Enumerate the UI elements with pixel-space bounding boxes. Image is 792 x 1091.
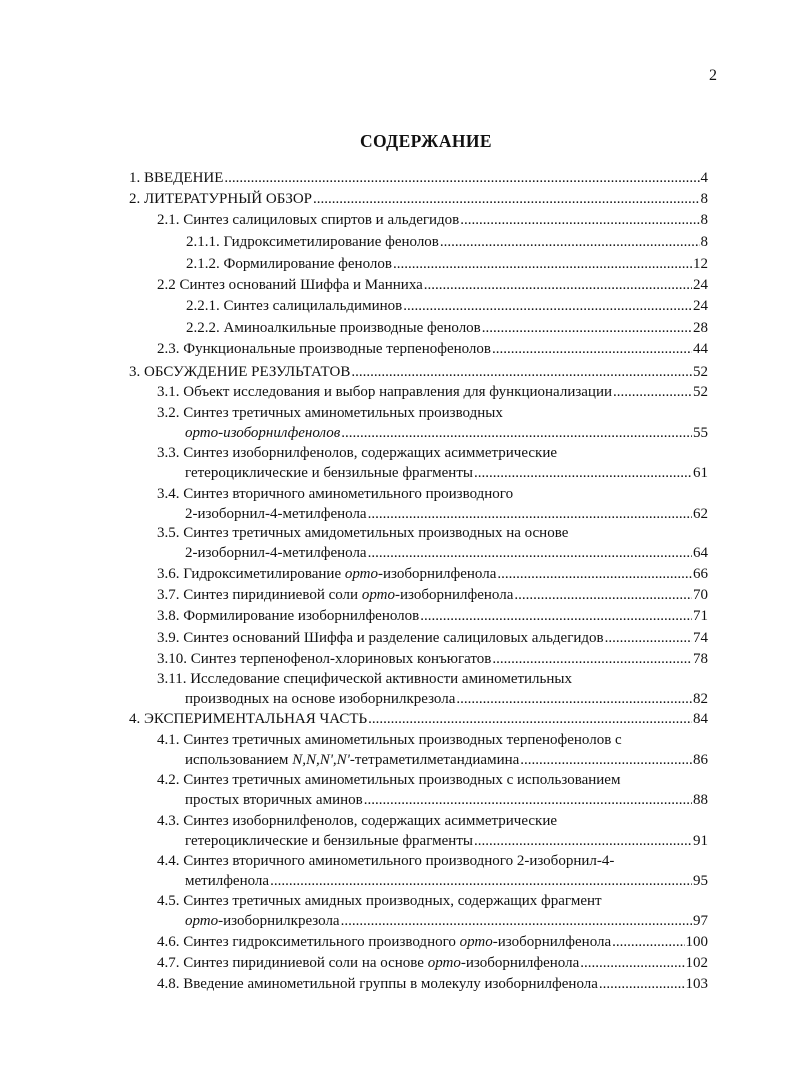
toc-entry-text: 4.6. Синтез гидроксиметильного производного орто-изоборнилфенола xyxy=(157,934,612,950)
toc-page-number: 71 xyxy=(693,608,708,624)
toc-page-number: 95 xyxy=(693,873,708,889)
leader-dots xyxy=(368,709,692,729)
leader-dots xyxy=(440,232,700,252)
page-number: 2 xyxy=(709,67,717,84)
toc-entry-text: гетероциклические и бензильные фрагменты xyxy=(185,833,473,849)
toc-page-number: 52 xyxy=(693,364,708,380)
toc-page-number: 86 xyxy=(693,752,708,768)
leader-dots xyxy=(612,932,684,952)
toc-entry-text: 3.8. Формилирование изоборнилфенолов xyxy=(157,608,420,624)
leader-dots xyxy=(420,606,692,626)
toc-entry-text: 4.3. Синтез изоборнилфенолов, содержащих асимметрические xyxy=(157,813,558,829)
toc-entry-4-1[interactable] xyxy=(157,730,708,770)
toc-entry-4-2[interactable] xyxy=(157,770,708,810)
toc-page-number: 4 xyxy=(700,170,708,186)
leader-dots xyxy=(341,423,692,443)
toc-entry-text: 3.7. Синтез пиридиниевой соли орто-изоборнилфенола xyxy=(157,587,514,603)
toc-entry-3-1[interactable] xyxy=(157,382,708,402)
toc-entry-4-8[interactable] xyxy=(157,974,708,994)
leader-dots xyxy=(368,504,692,524)
leader-dots xyxy=(456,689,692,709)
toc-entry-text: 3.11. Исследование специфической активности аминометильных xyxy=(157,671,572,687)
toc-entry-3-9[interactable] xyxy=(157,628,708,648)
leader-dots xyxy=(393,254,692,274)
toc-entry-text: 4.4. Синтез вторичного аминометильного производного 2-изоборнил-4- xyxy=(157,853,615,869)
toc-entry-4-6[interactable] xyxy=(157,932,708,952)
toc-entry-4-3[interactable] xyxy=(157,811,708,851)
toc-page-number: 55 xyxy=(693,425,708,441)
toc-entry-4-4[interactable] xyxy=(157,851,708,891)
toc-entry-text: 3.6. Гидроксиметилирование орто-изоборнилфенола xyxy=(157,566,497,582)
toc-entry-3-8[interactable] xyxy=(157,606,708,626)
toc-entry-3-2[interactable] xyxy=(157,403,708,443)
leader-dots xyxy=(403,296,692,316)
toc-page-number: 100 xyxy=(685,934,708,950)
toc-entry-3-7[interactable] xyxy=(157,585,708,605)
toc-page-number: 12 xyxy=(693,256,708,272)
toc-entry-2-1[interactable] xyxy=(157,210,708,230)
toc-entry-text: метилфенола xyxy=(185,873,270,889)
toc-page-number: 24 xyxy=(693,298,708,314)
leader-dots xyxy=(424,275,692,295)
leader-dots xyxy=(341,911,692,931)
leader-dots xyxy=(492,649,692,669)
toc-entry-experimental[interactable] xyxy=(129,709,708,729)
toc-entry-3-6[interactable] xyxy=(157,564,708,584)
toc-entry-text: 3.9. Синтез оснований Шиффа и разделение салициловых альдегидов xyxy=(157,630,604,646)
toc-entry-text: 4.8. Введение аминометильной группы в молекулу изоборнилфенола xyxy=(157,976,598,992)
toc-page-number: 74 xyxy=(693,630,708,646)
toc-page-number: 78 xyxy=(693,651,708,667)
toc-entry-text: 2-изоборнил-4-метилфенола xyxy=(185,506,367,522)
toc-entry-text: 3.4. Синтез вторичного аминометильного производного xyxy=(157,486,514,502)
toc-entry-3-3[interactable] xyxy=(157,443,708,483)
toc-entry-literature-review[interactable] xyxy=(129,189,708,209)
toc-entry-text: 2.1. Синтез салициловых спиртов и альдегидов xyxy=(157,212,460,228)
toc-entry-text: 2.1.1. Гидроксиметилирование фенолов xyxy=(186,234,439,250)
leader-dots xyxy=(474,463,692,483)
toc-page-number: 91 xyxy=(693,833,708,849)
toc-entry-2-1-2[interactable] xyxy=(186,254,708,274)
toc-page-number: 82 xyxy=(693,691,708,707)
toc-page-number: 8 xyxy=(700,212,708,228)
toc-page-number: 66 xyxy=(693,566,708,582)
toc-entry-3-4[interactable] xyxy=(157,484,708,524)
toc-entry-3-5[interactable] xyxy=(157,523,708,563)
leader-dots xyxy=(613,382,692,402)
toc-entry-text: 2-изоборнил-4-метилфенола xyxy=(185,545,367,561)
toc-page-number: 8 xyxy=(700,191,708,207)
toc-entry-text: 3.1. Объект исследования и выбор направления для функционализации xyxy=(157,384,613,400)
toc-entry-text: 3.10. Синтез терпенофенол-хлориновых конъюгатов xyxy=(157,651,492,667)
toc-entry-2-2-2[interactable] xyxy=(186,318,708,338)
toc-entry-text: использованием N,N,N',N'-тетраметилметандиамина xyxy=(185,752,520,768)
toc-entry-introduction[interactable] xyxy=(129,168,708,188)
toc-entry-text: 2.2 Синтез оснований Шиффа и Манниха xyxy=(157,277,423,293)
toc-entry-text: орто-изоборнилфенолов xyxy=(185,425,341,441)
toc-entry-3-10[interactable] xyxy=(157,649,708,669)
toc-page-number: 97 xyxy=(693,913,708,929)
toc-entry-text: 2.2.1. Синтез салицилальдиминов xyxy=(186,298,403,314)
leader-dots xyxy=(514,585,692,605)
toc-page-number: 102 xyxy=(685,955,708,971)
toc-entry-text: простых вторичных аминов xyxy=(185,792,363,808)
toc-page-number: 64 xyxy=(693,545,708,561)
toc-page-number: 103 xyxy=(685,976,708,992)
toc-page-number: 28 xyxy=(693,320,708,336)
toc-page-number: 44 xyxy=(693,341,708,357)
toc-entry-text: 4. ЭКСПЕРИМЕНТАЛЬНАЯ ЧАСТЬ xyxy=(129,711,368,727)
leader-dots xyxy=(313,189,699,209)
toc-entry-text: 2.2.2. Аминоалкильные производные фенолов xyxy=(186,320,481,336)
toc-entry-text: гетероциклические и бензильные фрагменты xyxy=(185,465,473,481)
toc-entry-text: 3. ОБСУЖДЕНИЕ РЕЗУЛЬТАТОВ xyxy=(129,364,351,380)
toc-entry-4-5[interactable] xyxy=(157,891,708,931)
toc-page-number: 88 xyxy=(693,792,708,808)
toc-entry-text: орто-изоборнилкрезола xyxy=(185,913,340,929)
toc-entry-text: производных на основе изоборнилкрезола xyxy=(185,691,456,707)
toc-entry-text: 3.2. Синтез третичных аминометильных производных xyxy=(157,405,503,421)
toc-entry-4-7[interactable] xyxy=(157,953,708,973)
page-title: СОДЕРЖАНИЕ xyxy=(359,131,492,151)
leader-dots xyxy=(368,543,692,563)
leader-dots xyxy=(520,750,692,770)
leader-dots xyxy=(482,318,692,338)
toc-page-number: 52 xyxy=(693,384,708,400)
toc-entry-text: 2.1.2. Формилирование фенолов xyxy=(186,256,392,272)
leader-dots xyxy=(364,790,692,810)
toc-entry-2-1-1[interactable] xyxy=(186,232,708,252)
toc-page-number: 8 xyxy=(700,234,708,250)
leader-dots xyxy=(492,339,692,359)
toc-entry-2-3[interactable] xyxy=(157,339,708,359)
toc-entry-text: 4.5. Синтез третичных амидных производных, содержащих фрагмент xyxy=(157,893,602,909)
leader-dots xyxy=(351,362,692,382)
toc-entry-text: 4.7. Синтез пиридиниевой соли на основе орто-изоборнилфенола xyxy=(157,955,580,971)
toc-page-number: 24 xyxy=(693,277,708,293)
leader-dots xyxy=(224,168,699,188)
leader-dots xyxy=(605,628,692,648)
toc-page-number: 61 xyxy=(693,465,708,481)
toc-entry-2-2-1[interactable] xyxy=(186,296,708,316)
toc-page-number: 62 xyxy=(693,506,708,522)
toc-entry-discussion[interactable] xyxy=(129,362,708,382)
toc-entry-text: 3.5. Синтез третичных амидометильных производных на основе xyxy=(157,525,569,541)
toc-entry-text: 1. ВВЕДЕНИЕ xyxy=(129,170,224,186)
toc-entry-text: 3.3. Синтез изоборнилфенолов, содержащих асимметрические xyxy=(157,445,558,461)
leader-dots xyxy=(599,974,685,994)
toc-entry-text: 4.2. Синтез третичных аминометильных производных с использованием xyxy=(157,772,621,788)
toc-entry-text: 2.3. Функциональные производные терпенофенолов xyxy=(157,341,491,357)
toc-entry-2-2[interactable] xyxy=(157,275,708,295)
toc-entry-text: 4.1. Синтез третичных аминометильных производных терпенофенолов с xyxy=(157,732,622,748)
toc-page-number: 70 xyxy=(693,587,708,603)
toc-entry-text: 2. ЛИТЕРАТУРНЫЙ ОБЗОР xyxy=(129,191,313,207)
leader-dots xyxy=(497,564,692,584)
leader-dots xyxy=(474,831,692,851)
leader-dots xyxy=(270,871,692,891)
leader-dots xyxy=(460,210,699,230)
toc-entry-3-11[interactable] xyxy=(157,669,708,709)
toc-page-number: 84 xyxy=(693,711,708,727)
leader-dots xyxy=(580,953,684,973)
